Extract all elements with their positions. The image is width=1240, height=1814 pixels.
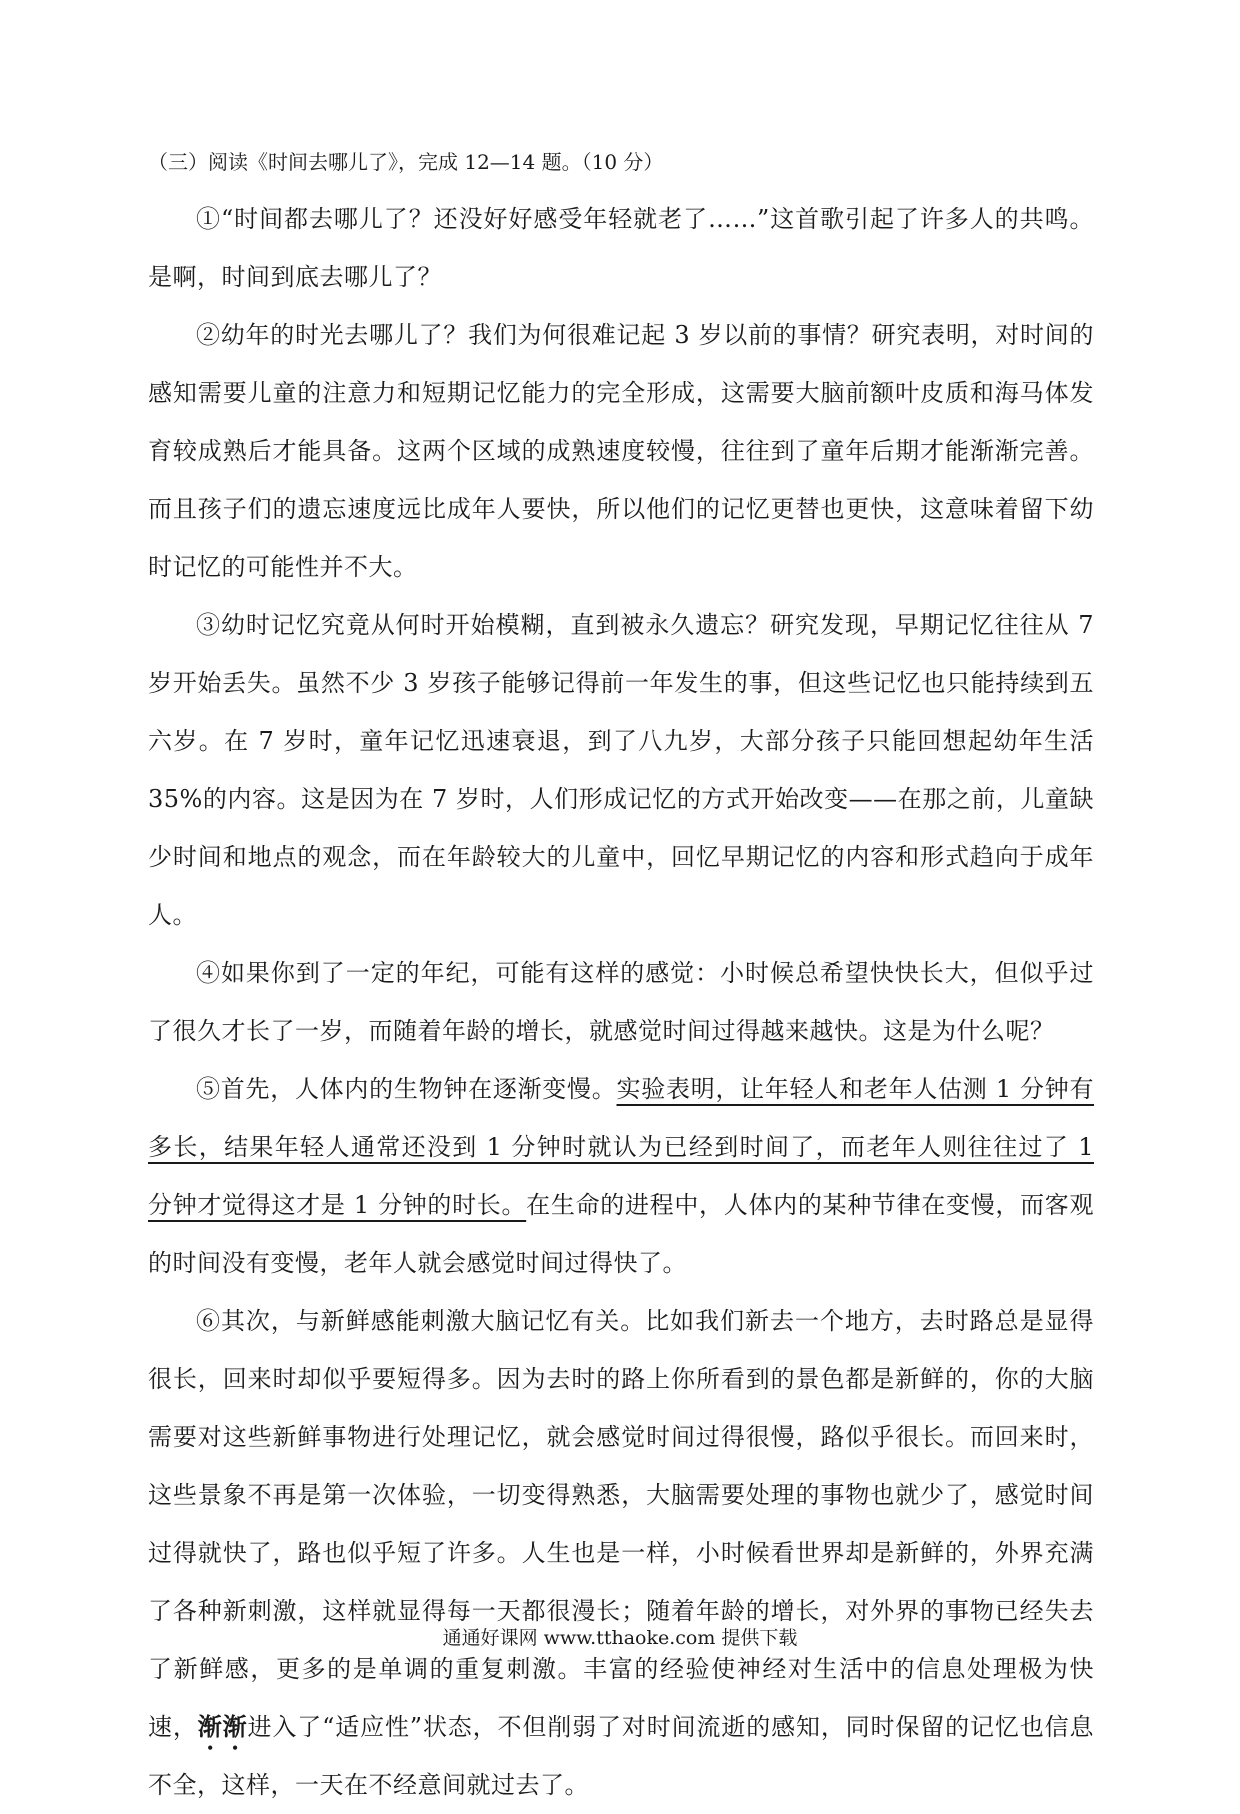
emphasized-word: 渐渐 — [197, 1712, 248, 1741]
paragraph-2: ②幼年的时光去哪儿了？我们为何很难记起 3 岁以前的事情？研究表明，对时间的感知需要儿童的注意力和短期记忆能力的完全形成，这需要大脑前额叶皮质和海马体发育较成熟后才能具备。这两个区域的成熟速度较慢，往往到了童年后期才能渐渐完善。而且孩子们的遗忘速度远比成年人要快，所以他们的记忆更替也更快，这意味着留下幼时记忆的可能性并不大。 — [148, 321, 1094, 581]
paragraph-6-rest: 进入了“适应性”状态，不但削弱了对时间流逝的感知，同时保留的记忆也信息不全，这样，一天在不经意间就过去了。 — [148, 1713, 1094, 1799]
paragraph-1: ①“时间都去哪儿了？还没好好感受年轻就老了……”这首歌引起了许多人的共鸣。是啊，时间到底去哪儿了？ — [148, 205, 1094, 291]
article-body — [148, 190, 1094, 1814]
paragraph-5-intro: ⑤首先，人体内的生物钟在逐渐变慢。 — [196, 1075, 617, 1103]
section-heading: （三）阅读《时间去哪儿了》，完成 12—14 题。（10 分） — [148, 150, 664, 174]
page-footer: 通通好课网 www.tthaoke.com 提供下载 — [442, 1627, 798, 1649]
paragraph-3: ③幼时记忆究竟从何时开始模糊，直到被永久遗忘？研究发现，早期记忆往往从 7 岁开始丢失。虽然不少 3 岁孩子能够记得前一年发生的事，但这些记忆也只能持续到五六岁。在 7 岁时，童年记忆迅速衰退，到了八九岁，大部分孩子只能回想起幼年生活 35%的内容。这是因为在 7 岁时，人们形成记忆的方式开始改变——在那之前，儿童缺少时间和地点的观念，而在年龄较大的儿童中，回忆早期记忆的内容和形式趋向于成年人。 — [148, 611, 1094, 929]
paragraph-5 — [148, 1060, 1094, 1292]
paragraph-4: ④如果你到了一定的年纪，可能有这样的感觉：小时候总希望快快长大，但似乎过了很久才长了一岁，而随着年龄的增长，就感觉时间过得越来越快。这是为什么呢？ — [148, 959, 1094, 1045]
underlined-sentence: 实验表明，让年轻人和老年人估测 1 分钟有多长，结果年轻人通常还没到 1 分钟时就认为已经到时间了，而老年人则往往过了 1 分钟才觉得这才是 1 分钟的时长。 — [148, 1075, 1094, 1219]
paragraph-6 — [148, 1292, 1094, 1814]
paragraph-6-intro: ⑥其次，与新鲜感能刺激大脑记忆有关。比如我们新去一个地方，去时路总是显得很长，回来时却似乎要短得多。因为去时的路上你所看到的景色都是新鲜的，你的大脑需要对这些新鲜事物进行处理记忆，就会感觉时间过得很慢，路似乎很长。而回来时，这些景象不再是第一次体验，一切变得熟悉，大脑需要处理的事物也就少了，感觉时间过得就快了，路也似乎短了许多。人生也是一样，小时候看世界却是新鲜的，外界充满了各种新刺激，这样就显得每一天都很漫长；随着年龄的增长，对外界的事物已经失去了新鲜感，更多的是单调的重复刺激。丰富的经验使神经对生活中的信息处理极为快速， — [148, 1307, 1094, 1741]
paragraph-5-rest: 在生命的进程中，人体内的某种节律在变慢，而客观的时间没有变慢，老年人就会感觉时间过得快了。 — [148, 1191, 1094, 1277]
